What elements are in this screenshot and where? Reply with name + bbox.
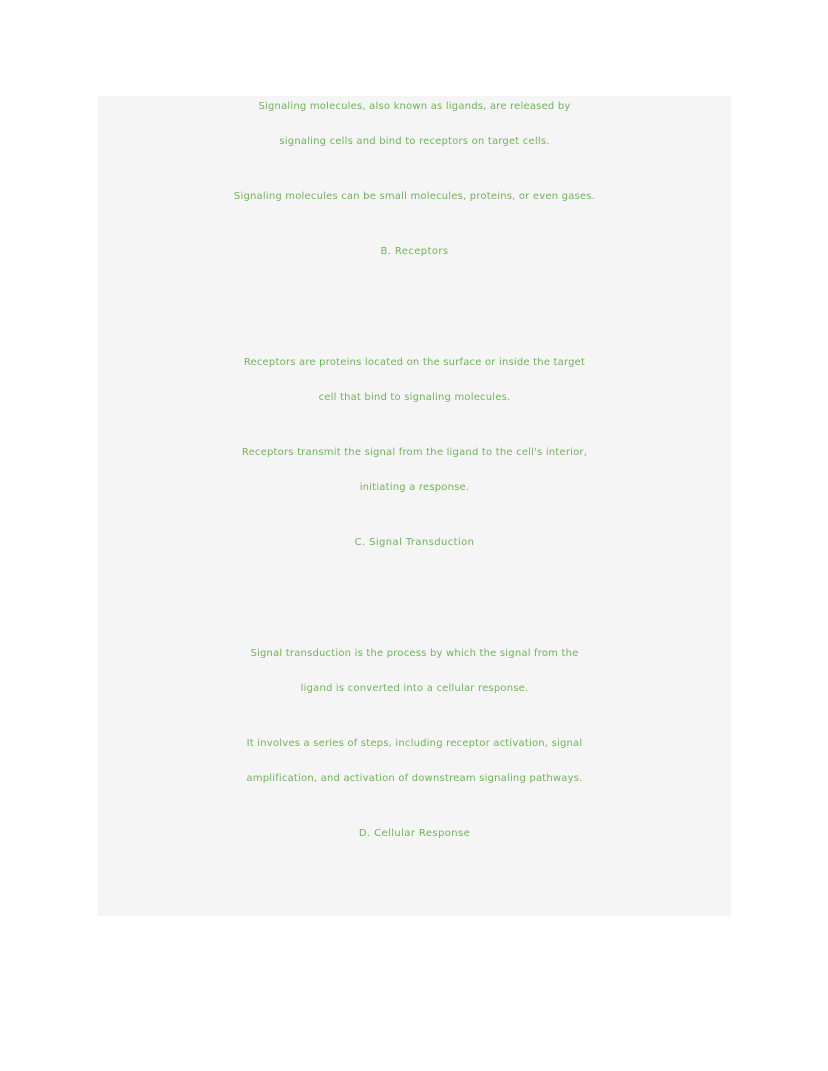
section-heading: B. Receptors (380, 246, 449, 257)
text-line: signaling cells and bind to receptors on target cells. (279, 136, 550, 147)
heading-cellular-response (98, 816, 731, 851)
paragraph-receptors-definition (98, 345, 731, 415)
paragraph-signal-transduction-steps (98, 726, 731, 796)
paragraph-signaling-molecules-types (98, 179, 731, 214)
text-line: Signaling molecules, also known as ligands, are released by (258, 101, 571, 112)
text-line: amplification, and activation of downstream signaling pathways. (246, 773, 583, 784)
paragraph-receptors-transmit (98, 435, 731, 505)
paragraph-signal-transduction-definition (98, 636, 731, 706)
text-line: Receptors are proteins located on the surface or inside the target (243, 357, 586, 368)
heading-receptors (98, 234, 731, 269)
text-line: ligand is converted into a cellular response. (300, 683, 529, 694)
document-panel (98, 96, 731, 916)
text-line: cell that bind to signaling molecules. (318, 392, 511, 403)
paragraph-signaling-molecules-ligands (98, 89, 731, 159)
text-line: Signaling molecules can be small molecules, proteins, or even gases. (233, 191, 596, 202)
section-heading: C. Signal Transduction (354, 537, 475, 548)
text-line: initiating a response. (359, 482, 470, 493)
text-line: Signal transduction is the process by which the signal from the (250, 648, 579, 659)
text-line: It involves a series of steps, including receptor activation, signal (246, 738, 583, 749)
text-line: Receptors transmit the signal from the ligand to the cell's interior, (241, 447, 588, 458)
heading-signal-transduction (98, 525, 731, 560)
section-heading: D. Cellular Response (358, 828, 471, 839)
